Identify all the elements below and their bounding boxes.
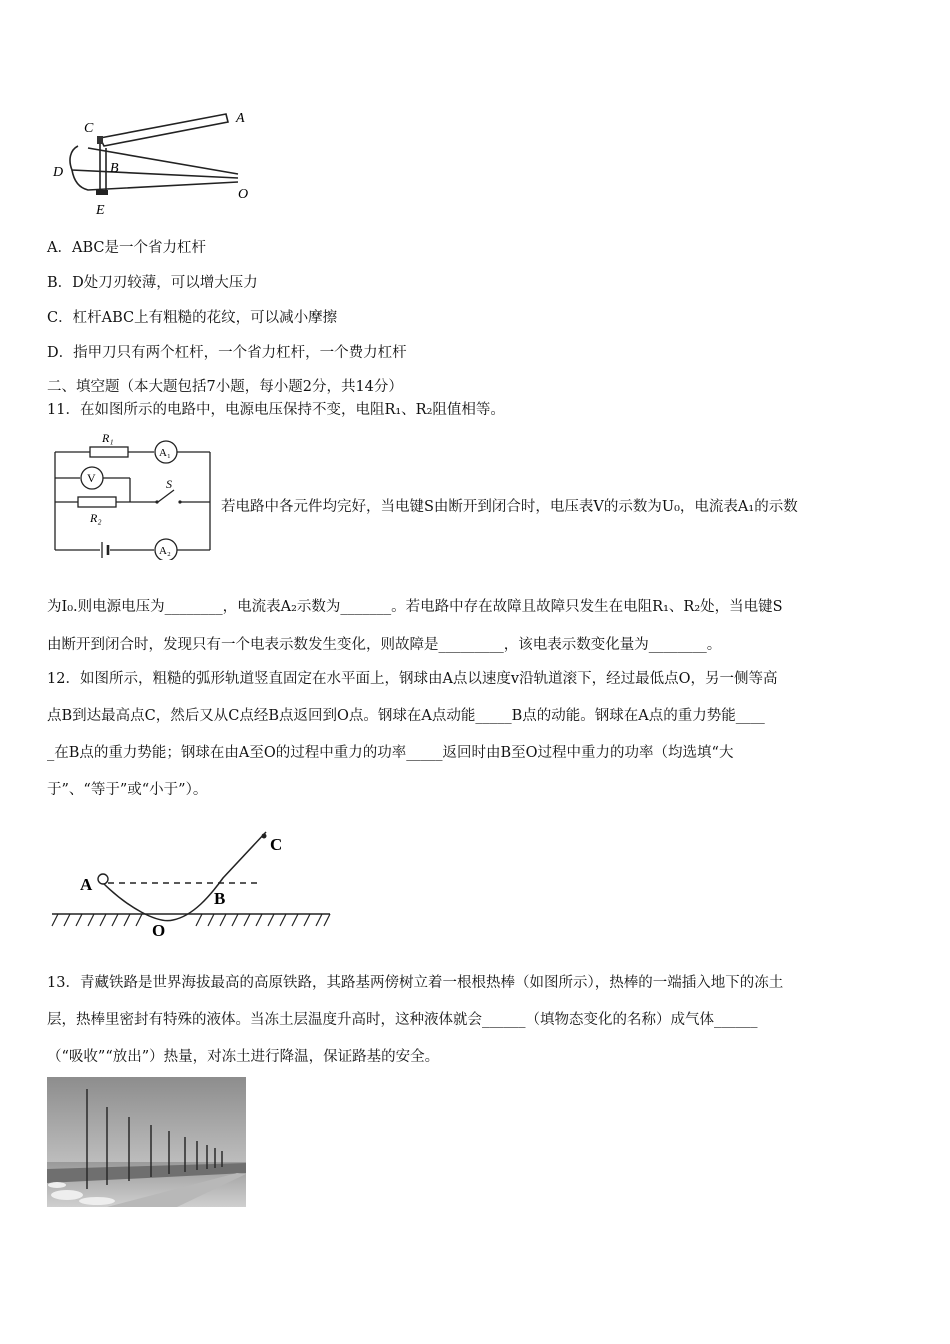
nail-clipper-figure xyxy=(48,108,258,220)
label-o: O xyxy=(238,187,249,202)
q11-intro: 11．在如图所示的电路中，电源电压保持不变，电阻R₁、R₂阻值相等。 xyxy=(47,402,505,418)
q11-line2: 为I₀.则电源电压为________，电流表A₂示数为_______。若电路中存在故障且故障只发生在电阻R₁、R₂处，当电键S xyxy=(47,599,783,615)
label-b: B xyxy=(214,889,226,908)
label-s: S xyxy=(166,477,172,491)
q13-line2: 层，热棒里密封有特殊的液体。当冻土层温度升高时，这种液体就会______（填物态变化的名称）成气体______ xyxy=(47,1012,758,1028)
steel-ball xyxy=(98,874,108,884)
track-curve xyxy=(102,832,266,921)
q12-line4: 于”、“等于”或“小于”）。 xyxy=(47,782,208,798)
heat-rod-photo xyxy=(47,1077,246,1207)
label-a2: A₂ xyxy=(159,545,171,557)
switch-s xyxy=(158,490,174,502)
clipper-lever-abc xyxy=(100,114,228,146)
label-c: C xyxy=(270,835,283,854)
clipper-upper-blade xyxy=(70,146,238,178)
clipper-lower-blade xyxy=(72,170,238,190)
q11-side-text: 若电路中各元件均完好，当电键S由断开到闭合时，电压表V的示数为U₀，电流表A₁的示数 xyxy=(221,499,798,515)
circuit-figure xyxy=(50,430,215,560)
label-a: A xyxy=(80,875,93,894)
point-c xyxy=(262,834,267,839)
label-b: B xyxy=(110,161,119,176)
option-c: C．杠杆ABC上有粗糙的花纹，可以减小摩擦 xyxy=(47,310,338,326)
q12-line1: 12．如图所示，粗糙的弧形轨道竖直固定在水平面上，钢球由A点以速度v沿轨道滚下，经过最低点O，另一侧等高 xyxy=(47,671,778,687)
label-c: C xyxy=(84,121,94,136)
label-v: V xyxy=(87,471,96,485)
label-a: A xyxy=(236,111,245,126)
label-a1: A₁ xyxy=(159,447,171,459)
resistor-r1 xyxy=(90,447,128,457)
label-e: E xyxy=(96,203,105,218)
resistor-r2 xyxy=(78,497,116,507)
label-o: O xyxy=(152,921,166,940)
q12-line2: 点B到达最高点C，然后又从C点经B点返回到O点。钢球在A点动能_____B点的动能。钢球在A点的重力势能____ xyxy=(47,708,765,724)
q12-line3: _在B点的重力势能；钢球在由A至O的过程中重力的功率_____返回时由B至O过程中重力的功率（均选填“大 xyxy=(47,745,734,761)
option-d: D．指甲刀只有两个杠杆，一个省力杠杆，一个费力杠杆 xyxy=(47,345,407,361)
option-b: B．D处刀刃较薄，可以增大压力 xyxy=(47,275,258,291)
track-figure xyxy=(48,818,338,940)
label-r1: R₁ xyxy=(102,431,114,445)
option-a: A．ABC是一个省力杠杆 xyxy=(47,240,206,256)
label-d: D xyxy=(53,165,64,180)
q13-line1: 13．青藏铁路是世界海拔最高的高原铁路，其路基两傍树立着一根根热棒（如图所示），热棒的一端插入地下的冻土 xyxy=(47,975,784,991)
q13-line3: （“吸收”“放出”）热量，对冻土进行降温，保证路基的安全。 xyxy=(47,1049,440,1065)
section-heading: 二、填空题（本大题包括7小题，每小题2分，共14分） xyxy=(47,379,403,395)
label-r2: R₂ xyxy=(90,511,102,525)
q11-line3: 由断开到闭合时，发现只有一个电表示数发生变化，则故障是_________，该电表示数变化量为________。 xyxy=(47,637,722,653)
